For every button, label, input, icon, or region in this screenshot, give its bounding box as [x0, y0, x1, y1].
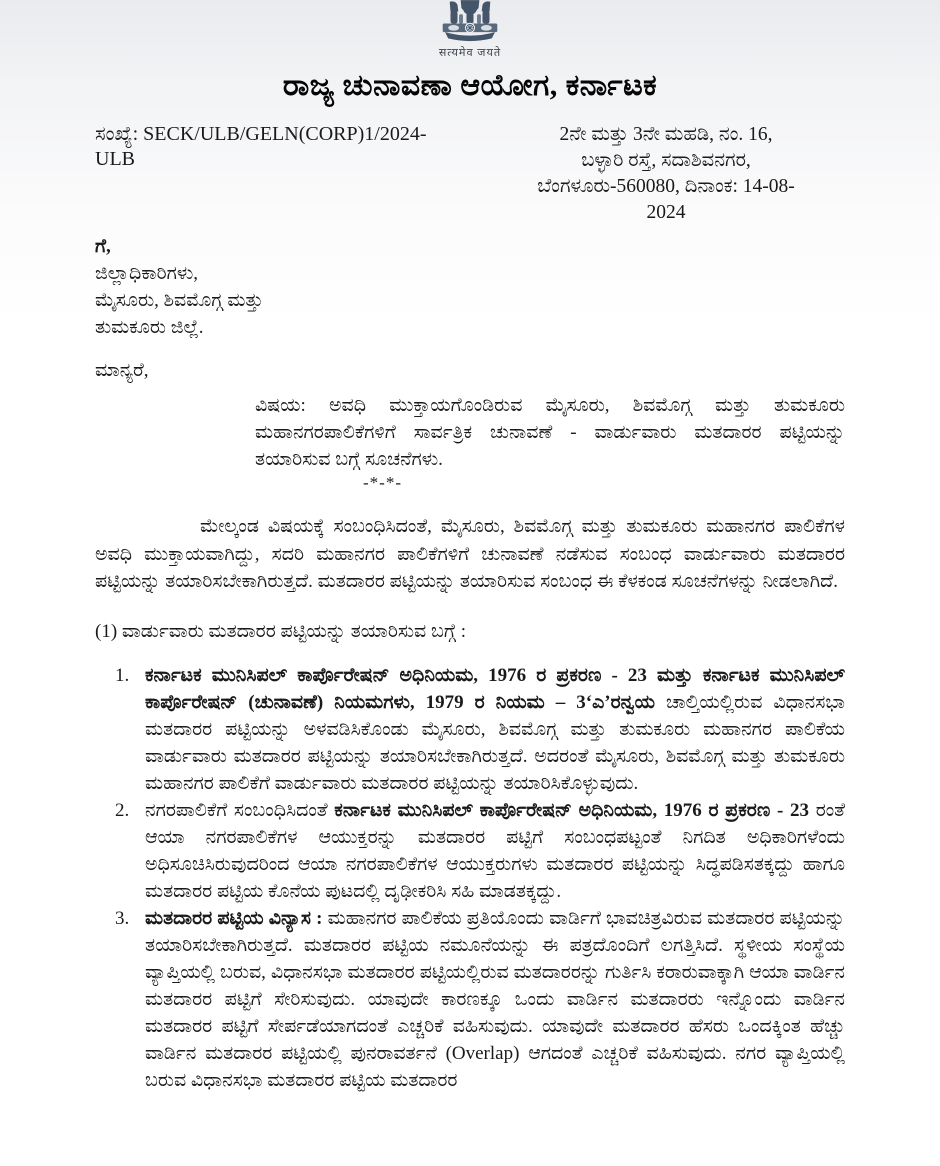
- item-number: 2.: [115, 799, 130, 821]
- address-line-3-date: ಬೆಂಗಳೂರು-560080, ದಿನಾಂಕ: 14-08-: [537, 176, 795, 197]
- emblem-motto: सत्यमेव जयते: [438, 47, 502, 59]
- subject-text: ವಿಷಯ: ಅವಧಿ ಮುಕ್ತಾಯಗೊಂಡಿರುವ ಮೈಸೂರು, ಶಿವಮೊಗ್ಗ ಮತ್ತು ತುಮಕೂರು ಮಹಾನಗರಪಾಲಿಕೆಗಳಿಗೆ ಸಾರ್ವತ್ರಿಕ ಚುನಾವಣೆ - ವಾರ್ಡುವಾರು ಮತದಾರರ ಪಟ್ಟಿಯನ್ನು ತಯಾರಿಸುವ ಬಗ್ಗೆ ಸೂಚನೆಗಳು.: [255, 395, 845, 470]
- addressee-line-3: ತುಮಕೂರು ಜಿಲ್ಲೆ.: [95, 317, 204, 338]
- reference-number: [95, 122, 470, 226]
- subject-block: [255, 392, 845, 473]
- instruction-list: [95, 662, 845, 1094]
- addressee-line-1: ಜಿಲ್ಲಾಧಿಕಾರಿಗಳು,: [95, 263, 198, 284]
- item-text: ನಗರಪಾಲಿಕೆಗೆ ಸಂಬಂಧಿಸಿದಂತೆ ಕರ್ನಾಟಕ ಮುನಿಸಿಪಲ್ ಕಾರ್ಪೊರೇಷನ್ ಅಧಿನಿಯಮ, 1976 ರ ಪ್ರಕರಣ - 23 ರಂತೆ ಆಯಾ ನಗರಪಾಲಿಕೆಗಳ ಆಯುಕ್ತರನ್ನು ಮತದಾರರ ಪಟ್ಟಿಗೆ ಸಂಬಂಧಪಟ್ಟಂತೆ ನಿಗದಿತ ಅಧಿಕಾರಿಗಳೆಂದು ಅಧಿಸೂಚಿಸಿರುವುದರಿಂದ ಆಯಾ ನಗರಪಾಲಿಕೆಗಳ ಆಯುಕ್ತರುಗಳು ಮತದಾರರ ಪಟ್ಟಿಯನ್ನು ಸಿದ್ಧಪಡಿಸತಕ್ಕದ್ದು ಹಾಗೂ ಮತದಾರರ ಪಟ್ಟಿಯ ಕೊನೆಯ ಪುಟದಲ್ಲಿ ದೃಢೀಕರಿಸಿ ಸಹಿ ಮಾಡತಕ್ಕದ್ದು.: [145, 799, 845, 902]
- salutation: ಮಾನ್ಯರೆ,: [95, 360, 149, 381]
- address-line-1: 2ನೇ ಮತ್ತು 3ನೇ ಮಹಡಿ, ನಂ. 16,: [559, 124, 773, 145]
- list-item: [95, 662, 845, 797]
- list-item: [95, 905, 845, 1094]
- addressee-line-2: ಮೈಸೂರು, ಶಿವಮೊಗ್ಗ ಮತ್ತು: [95, 290, 264, 311]
- subject-separator: -*-*-: [363, 473, 402, 492]
- item-text: ಕರ್ನಾಟಕ ಮುನಿಸಿಪಲ್ ಕಾರ್ಪೊರೇಷನ್ ಅಧಿನಿಯಮ, 1976 ರ ಪ್ರಕರಣ - 23 ಮತ್ತು ಕರ್ನಾಟಕ ಮುನಿಸಿಪಲ್ ಕಾರ್ಪೊರೇಷನ್ (ಚುನಾವಣೆ) ನಿಯಮಗಳು, 1979 ರ ನಿಯಮ – 3‘ಎ’ರನ್ವಯ ಚಾಲ್ತಿಯಲ್ಲಿರುವ ವಿಧಾನಸಭಾ ಮತದಾರರ ಪಟ್ಟಿಯನ್ನು ಅಳವಡಿಸಿಕೊಂಡು ಮೈಸೂರು, ಶಿವಮೊಗ್ಗ ಮತ್ತು ತುಮಕೂರು ಮಹಾನಗರ ಪಾಲಿಕೆಯ ವಾರ್ಡುವಾರು ಮತದಾರರ ಪಟ್ಟಿಯನ್ನು ತಯಾರಿಸಬೇಕಾಗಿರುತ್ತದೆ. ಅದರಂತೆ ಮೈಸೂರು, ಶಿವಮೊಗ್ಗ ಮತ್ತು ತುಮಕೂರು ಮಹಾನಗರ ಪಾಲಿಕೆಗೆ ವಾರ್ಡುವಾರು ಮತದಾರರ ಪಟ್ಟಿಯನ್ನು ತಯಾರಿಸಿಕೊಳ್ಳುವುದು.: [145, 664, 845, 794]
- item-text: ಮತದಾರರ ಪಟ್ಟಿಯ ವಿನ್ಯಾಸ : ಮಹಾನಗರ ಪಾಲಿಕೆಯ ಪ್ರತಿಯೊಂದು ವಾರ್ಡಿಗೆ ಭಾವಚಿತ್ರವಿರುವ ಮತದಾರರ ಪಟ್ಟಿಯನ್ನು ತಯಾರಿಸಬೇಕಾಗಿರುತ್ತದೆ. ಮತದಾರರ ಪಟ್ಟಿಯ ನಮೂನೆಯನ್ನು ಈ ಪತ್ರದೊಂದಿಗೆ ಲಗತ್ತಿಸಿದೆ. ಸ್ಥಳೀಯ ಸಂಸ್ಥೆಯ ವ್ಯಾಪ್ತಿಯಲ್ಲಿ ಬರುವ, ವಿಧಾನಸಭಾ ಮತದಾರರ ಪಟ್ಟಿಯಲ್ಲಿರುವ ಮತದಾರರನ್ನು ಗುರ್ತಿಸಿ ಕರಾರುವಾಕ್ಕಾಗಿ ಆಯಾ ವಾರ್ಡಿನ ಮತದಾರರ ಪಟ್ಟಿಗೆ ಸೇರಿಸುವುದು. ಯಾವುದೇ ಕಾರಣಕ್ಕೂ ಒಂದು ವಾರ್ಡಿನ ಮತದಾರರು ಇನ್ನೊಂದು ವಾರ್ಡಿನ ಮತದಾರರ ಪಟ್ಟಿಗೆ ಸೇರ್ಪಡೆಯಾಗದಂತೆ ಎಚ್ಚರಿಕೆ ವಹಿಸುವುದು. ಯಾವುದೇ ಮತದಾರರ ಹೆಸರು ಒಂದಕ್ಕಿಂತ ಹೆಚ್ಚು ವಾರ್ಡಿನ ಮತದಾರರ ಪಟ್ಟಿಯಲ್ಲಿ ಪುನರಾವರ್ತನೆ (Overlap) ಆಗದಂತೆ ಎಚ್ಚರಿಕೆ ವಹಿಸುವುದು. ನಗರ ವ್ಯಾಪ್ತಿಯಲ್ಲಿ ಬರುವ ವಿಧಾನಸಭಾ ಮತದಾರರ ಪಟ್ಟಿಯ ಮತದಾರರ: [145, 907, 846, 1091]
- reference-row: [95, 122, 845, 226]
- letterhead: [95, 0, 845, 103]
- office-address: [470, 122, 862, 226]
- section-heading: (1) ವಾರ್ಡುವಾರು ಮತದಾರರ ಪಟ್ಟಿಯನ್ನು ತಯಾರಿಸುವ ಬಗ್ಗೆ :: [95, 620, 466, 642]
- ashoka-emblem-icon: [95, 0, 845, 44]
- address-line-4-year: 2024: [646, 202, 686, 223]
- item-number: 3.: [115, 907, 130, 929]
- page-title: ರಾಜ್ಯ ಚುನಾವಣಾ ಆಯೋಗ, ಕರ್ನಾಟಕ: [282, 69, 658, 102]
- list-item: [95, 797, 845, 905]
- reference-line-2: ULB: [95, 148, 135, 170]
- address-line-2: ಬಳ್ಳಾರಿ ರಸ್ತೆ, ಸದಾಶಿವನಗರ,: [581, 150, 751, 171]
- addressee-block: [95, 233, 845, 341]
- item-number: 1.: [115, 664, 130, 686]
- to-label: ಗೆ,: [95, 236, 111, 257]
- reference-line-1: ಸಂಖ್ಯೆ: SECK/ULB/GELN(CORP)1/2024-: [95, 123, 427, 145]
- opening-paragraph: ಮೇಲ್ಕಂಡ ವಿಷಯಕ್ಕೆ ಸಂಬಂಧಿಸಿದಂತೆ, ಮೈಸೂರು, ಶಿವಮೊಗ್ಗ ಮತ್ತು ತುಮಕೂರು ಮಹಾನಗರ ಪಾಲಿಕೆಗಳ ಅವಧಿ ಮುಕ್ತಾಯವಾಗಿದ್ದು, ಸದರಿ ಮಹಾನಗರ ಪಾಲಿಕೆಗಳಿಗೆ ಚುನಾವಣೆ ನಡೆಸುವ ಸಂಬಂಧ ವಾರ್ಡುವಾರು ಮತದಾರರ ಪಟ್ಟಿಯನ್ನು ತಯಾರಿಸಬೇಕಾಗಿರುತ್ತದೆ. ಮತದಾರರ ಪಟ್ಟಿಯನ್ನು ತಯಾರಿಸುವ ಸಂಬಂಧ ಈ ಕೆಳಕಂಡ ಸೂಚನೆಗಳನ್ನು ನೀಡಲಾಗಿದೆ.: [95, 516, 845, 592]
